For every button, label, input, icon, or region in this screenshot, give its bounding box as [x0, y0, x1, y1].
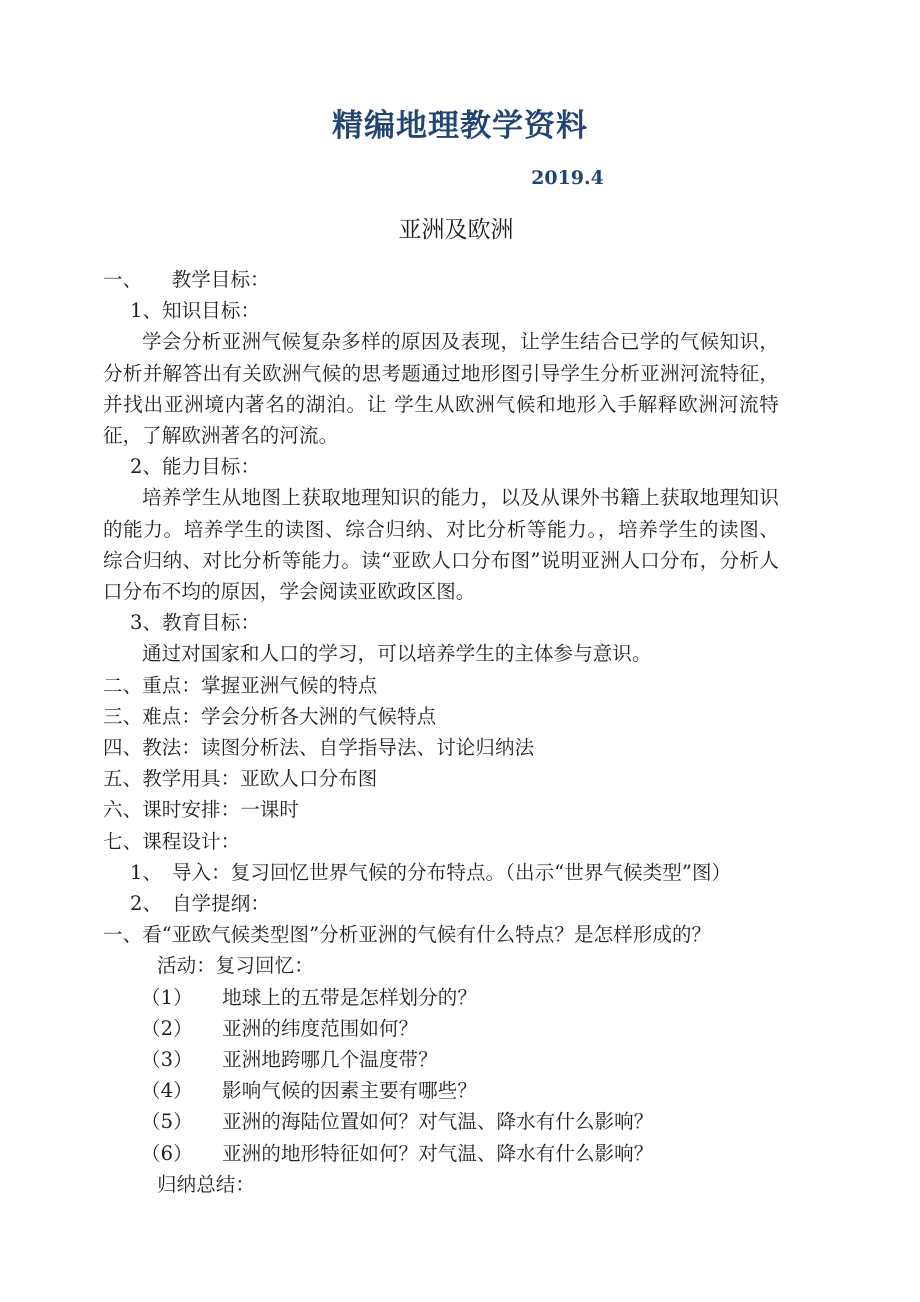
heading-teaching-goals: 一、 教学目标：	[103, 268, 270, 291]
step-self-study-outline: 2、 自学提纲：	[130, 892, 270, 916]
list-item-question-2: （2） 亚洲的纬度范围如何？	[141, 1016, 419, 1040]
list-item-question-6: （6） 亚洲的地形特征如何？对气温、降水有什么影响？	[141, 1141, 654, 1165]
section-key-points: 二、重点：掌握亚洲气候的特点	[103, 673, 378, 697]
step-introduction: 1、 导入：复习回忆世界气候的分布特点。（出示“世界气候类型”图）	[130, 860, 732, 884]
section-teaching-methods: 四、教法：读图分析法、自学指导法、讨论归纳法	[103, 736, 535, 760]
document-body	[103, 264, 779, 1200]
paragraph-knowledge-goal: 学会分析亚洲气候复杂多样的原因及表现，让学生结合已学的气候知识，分析并解答出有关欧洲气候的思考题通过地形图引导学生分析亚洲河流特征，并找出亚洲境内著名的湖泊。让 学生从欧洲气候和地形入手解释欧洲河流特征，了解欧洲著名的河流。	[103, 330, 779, 448]
section-course-design: 七、课程设计：	[103, 829, 241, 853]
section-difficult-points: 三、难点：学会分析各大洲的气候特点	[103, 704, 437, 728]
section-teaching-tools: 五、教学用具：亚欧人口分布图	[103, 767, 378, 791]
paragraph-ability-goal: 培养学生从地图上获取地理知识的能力，以及从课外书籍上获取地理知识的能力。培养学生的读图、综合归纳、对比分析等能力。，培养学生的读图、综合归纳、对比分析等能力。读“亚欧人口分布图”说明亚洲人口分布，分析人口分布不均的原因，学会阅读亚欧政区图。	[103, 486, 779, 604]
heading-education-goal: 3、教育目标：	[130, 611, 261, 635]
list-item-question-1: （1） 地球上的五带是怎样划分的？	[141, 985, 477, 1009]
question-climate-type-map: 一、看“亚欧气候类型图”分析亚洲的气候有什么特点？是怎样形成的？	[103, 923, 712, 947]
list-item-question-5: （5） 亚洲的海陆位置如何？对气温、降水有什么影响？	[141, 1110, 654, 1134]
activity-review-recall: 活动：复习回忆：	[157, 954, 314, 978]
section-class-schedule: 六、课时安排：一课时	[103, 798, 300, 822]
list-item-question-3: （3） 亚洲地跨哪几个温度带？	[141, 1048, 438, 1072]
heading-ability-goal: 2、能力目标：	[130, 455, 261, 479]
document-subtitle: 亚洲及欧洲	[398, 217, 514, 243]
heading-knowledge-goal: 1、知识目标：	[130, 299, 261, 323]
document-date: 2019.4	[531, 167, 604, 189]
summary-label: 归纳总结：	[157, 1172, 256, 1196]
paragraph-education-goal: 通过对国家和人口的学习，可以培养学生的主体参与意识。	[142, 642, 652, 666]
document-header-title: 精编地理教学资料	[332, 108, 588, 144]
list-item-question-4: （4） 影响气候的因素主要有哪些？	[141, 1079, 477, 1103]
